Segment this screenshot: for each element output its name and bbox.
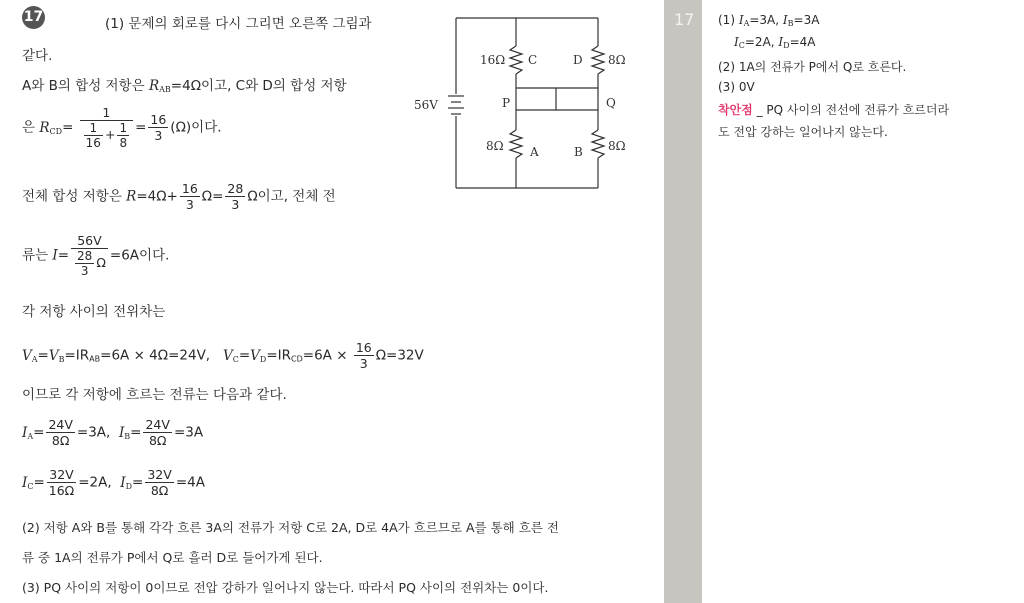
fraction-16-3: $\frac{16}{3}$ bbox=[150, 112, 167, 143]
line8-a: =IR bbox=[64, 347, 90, 364]
solution-line-8: $V_A=V_B=IR_{AB}=6A \times 4\Omega=24V$, $V_C=V_D=IR_{CD}=6A$ × $\frac{16}{3}$ Ω=32V bbox=[22, 340, 424, 371]
r-bot-right-name: B bbox=[574, 145, 583, 159]
answer-1d: =4A bbox=[789, 35, 816, 49]
line6-post: =6A이다. bbox=[109, 247, 170, 264]
side-strip bbox=[664, 0, 702, 603]
fraction-current: 56V $\frac{28}{3}$ Ω bbox=[71, 233, 108, 278]
battery-label: 56V bbox=[414, 98, 438, 112]
line10-b: =3A bbox=[173, 424, 204, 441]
line3-mid: =4Ω이고, C와 D의 합성 저항 bbox=[170, 78, 347, 94]
answer-1-line2: $I_C=2A$, $I_D=4A$ bbox=[734, 35, 816, 50]
r-ab-symbol: $R_{AB}$ bbox=[148, 78, 171, 94]
tip-line-1 bbox=[718, 101, 949, 118]
line8-d: =6A × bbox=[302, 347, 348, 364]
tip-text: _ PQ 사이의 전선에 전류가 흐르더라 bbox=[756, 103, 950, 117]
solution-line-12: (2) 저항 A와 B를 통해 각각 흐른 3A의 전류가 저항 C로 2A, D로 4A가 흐르므로 A를 통해 흐른 전 bbox=[22, 520, 559, 535]
line4-post: (Ω)이다. bbox=[170, 119, 222, 136]
problem-number-badge: 17 bbox=[22, 6, 45, 29]
solution-line-13: 류 중 1A의 전류가 P에서 Q로 흘러 D로 들어가게 된다. bbox=[22, 550, 323, 565]
r-bot-left-name: A bbox=[530, 145, 539, 159]
solution-line-4: 은 $R_{CD}=$ 1 $\frac{1}{16}$ + $\frac{1}{8}$ = $\frac{16}{3}$ (Ω)이다. bbox=[22, 105, 222, 150]
circuit-diagram bbox=[410, 10, 650, 200]
line8-b: =6A × 4Ω=24V, bbox=[100, 347, 211, 364]
tip-line-2: 도 전압 강하는 일어나지 않는다. bbox=[718, 125, 888, 139]
line8-c: =IR bbox=[266, 347, 292, 364]
answer-1a: =3A, bbox=[749, 13, 780, 27]
r-top-right-name: D bbox=[573, 53, 583, 67]
r-bot-right-value: 8Ω bbox=[608, 139, 626, 153]
line8-e: Ω=32V bbox=[375, 347, 424, 364]
tip-label: 착안점 bbox=[718, 103, 753, 117]
answer-1: (1) $I_A=3A$, $I_B=3A$ bbox=[718, 13, 820, 28]
solution-line-6: 류는 I= 56V $\frac{28}{3}$ Ω =6A이다. bbox=[22, 233, 170, 278]
node-p-label: P bbox=[502, 96, 511, 110]
solution-line-11: $I_C=$ $\frac{32V}{16\Omega}$ =2A, $I_D=$ $\frac{32V}{8\Omega}$ =4A bbox=[22, 467, 205, 498]
side-number: 17 bbox=[674, 10, 695, 29]
solution-line-3 bbox=[22, 74, 347, 94]
solution-line-7: 각 저항 사이의 전위차는 bbox=[22, 304, 166, 320]
solution-line-14: (3) PQ 사이의 저항이 0이므로 전압 강하가 일어나지 않는다. 따라서 PQ 사이의 전위차는 0이다. bbox=[22, 580, 549, 595]
r-bot-left-value: 8Ω bbox=[486, 139, 504, 153]
r-cd-symbol: $R_{CD}$ bbox=[39, 119, 63, 136]
line6-pre: 류는 bbox=[22, 247, 49, 264]
line11-b: =4A bbox=[175, 474, 205, 491]
answer-2: (2) 1A의 전류가 P에서 Q로 흐른다. bbox=[718, 60, 907, 74]
solution-line-9: 이므로 각 저항에 흐르는 전류는 다음과 같다. bbox=[22, 387, 287, 403]
line4-pre: 은 bbox=[22, 119, 36, 136]
line11-a: =2A, bbox=[78, 474, 112, 491]
answer-1b: =3A bbox=[793, 13, 820, 27]
line3-pre: A와 B의 합성 저항은 bbox=[22, 78, 145, 94]
r-top-left-value: 16Ω bbox=[480, 53, 506, 67]
solution-line-10: $I_A=$ $\frac{24V}{8\Omega}$ =3A, $I_B=$ $\frac{24V}{8\Omega}$ =3A bbox=[22, 417, 204, 448]
r-top-right-value: 8Ω bbox=[608, 53, 626, 67]
solution-line-2: 같다. bbox=[22, 48, 53, 64]
r-top-left-name: C bbox=[528, 53, 538, 67]
fraction-rcd: 1 $\frac{1}{16}$ + $\frac{1}{8}$ bbox=[80, 105, 133, 150]
line5-pre: 전체 합성 저항은 bbox=[22, 188, 122, 205]
line5-post: Ω이고, 전체 전 bbox=[247, 188, 336, 205]
answer-1c: =2A, bbox=[744, 35, 775, 49]
answer-3: (3) 0V bbox=[718, 80, 755, 94]
solution-line-1: (1) 문제의 회로를 다시 그리면 오른쪽 그림과 bbox=[105, 16, 372, 32]
line10-a: =3A, bbox=[76, 424, 111, 441]
solution-line-5: 전체 합성 저항은 R=4Ω+ $\frac{16}{3}$ Ω= $\frac{28}{3}$ Ω이고, 전체 전 bbox=[22, 181, 336, 212]
node-q-label: Q bbox=[606, 96, 616, 110]
